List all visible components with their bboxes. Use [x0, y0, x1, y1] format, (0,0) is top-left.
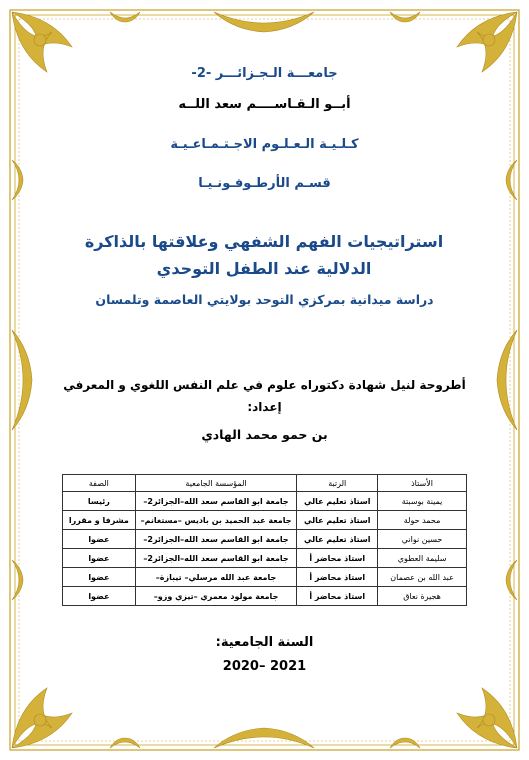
professor-institution: جامعة ابو القاسم سعد الله–الجزائر2– — [135, 492, 297, 511]
professor-role: عضوا — [63, 549, 136, 568]
professor-role: عضوا — [63, 530, 136, 549]
professor-name: سليمة العطوي — [378, 549, 467, 568]
jury-table — [62, 474, 467, 606]
author-name: بن حمو محمد الهادي — [201, 427, 328, 442]
professor-institution: جامعة ابو القاسم سعد الله–الجزائر2– — [135, 530, 297, 549]
table-row — [63, 530, 467, 549]
professor-institution: جامعة مولود معمري –تيزي وزو– — [135, 587, 297, 606]
professor-role: رئيسا — [63, 492, 136, 511]
professor-rank: استاذ محاضر أ — [297, 549, 378, 568]
department-name: قسـم الأرطـوفـونـيـا — [198, 176, 331, 191]
professor-rank: استاذ محاضر أ — [297, 568, 378, 587]
professor-name: محمد حولة — [378, 511, 467, 530]
table-row — [63, 549, 467, 568]
professor-name: هجيرة نعاق — [378, 587, 467, 606]
academic-year-label: السنة الجامعية: — [215, 635, 314, 650]
thesis-statement: أطروحة لنيل شهادة دكتوراه علوم في علم النفس اللغوي و المعرفي — [63, 378, 466, 392]
prepared-by-label: إعداد: — [247, 400, 282, 414]
professor-role: مشرفا و مقررا — [63, 511, 136, 530]
corner-ornament-tl — [12, 12, 72, 72]
professor-rank: استاذ تعليم عالي — [297, 511, 378, 530]
thesis-subtitle: دراسة ميدانية بمركزي التوحد بولايتي العاصمة وتلمسان — [95, 292, 434, 307]
thesis-title: استراتيجيات الفهم الشفهي وعلاقتها بالذاكرة الدلالية عند الطفل التوحدي — [84, 232, 444, 278]
professor-name: يمينة بوسبتة — [378, 492, 467, 511]
professor-name: عبد الله بن عصمان — [378, 568, 467, 587]
header-institution: المؤسسة الجامعية — [135, 475, 297, 492]
jury-header-row — [63, 475, 467, 492]
professor-institution: جامعة عبد الحميد بن باديس –مستغانم– — [135, 511, 297, 530]
professor-rank: استاذ تعليم عالي — [297, 530, 378, 549]
professor-name: حسين نواني — [378, 530, 467, 549]
professor-rank: استاذ محاضر أ — [297, 587, 378, 606]
professor-role: عضوا — [63, 568, 136, 587]
header-rank: الرتبة — [297, 475, 378, 492]
header-role: الصفة — [63, 475, 136, 492]
academic-year: 2020– 2021 — [222, 659, 307, 674]
faculty-name: كـلـيـة الـعـلـوم الاجـتـمـاعـيـة — [170, 137, 359, 152]
table-row — [63, 587, 467, 606]
header-professor: الأستاذ — [378, 475, 467, 492]
university-heading: جامعـــة الـجـزائـــر -2- — [191, 66, 338, 81]
table-row — [63, 568, 467, 587]
table-row — [63, 511, 467, 530]
professor-role: عضوا — [63, 587, 136, 606]
table-row — [63, 492, 467, 511]
university-name: أبــو الـقـاســــم سعد اللــه — [178, 97, 351, 112]
professor-institution: جامعة ابو القاسم سعد الله–الجزائر2– — [135, 549, 297, 568]
professor-institution: جامعة عبد الله مرسلي– تيبازة– — [135, 568, 297, 587]
professor-rank: استاذ تعليم عالي — [297, 492, 378, 511]
